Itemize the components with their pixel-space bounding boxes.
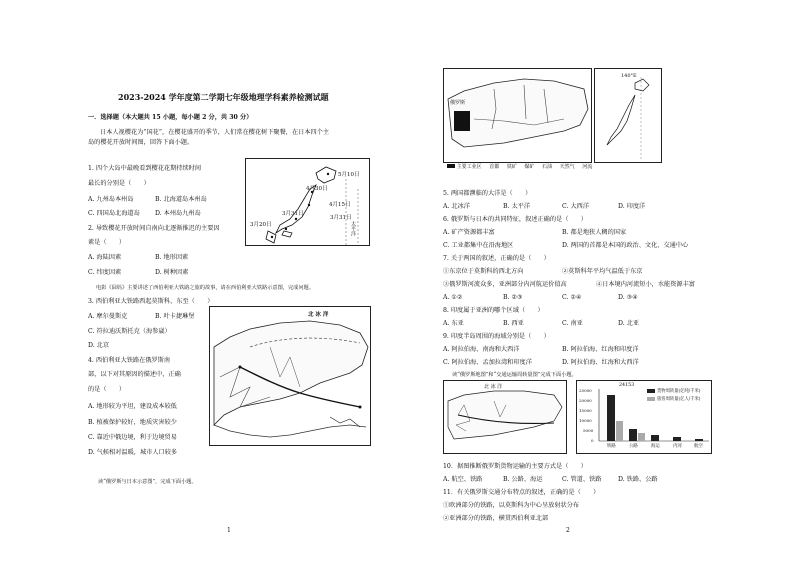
section-heading: 一．选择题（本大题共 15 小题，每小题 2 分，共 30 分） bbox=[88, 114, 253, 121]
option-c: C. 工业都集中在沿海地区 bbox=[443, 242, 514, 249]
axis-tick: 5000 bbox=[583, 428, 594, 433]
legend-swatch bbox=[447, 164, 455, 168]
chart-value: 24153 bbox=[619, 383, 635, 388]
option-a: A. 北冰洋 bbox=[443, 203, 470, 210]
axis-tick: 15000 bbox=[579, 408, 592, 413]
option-b: B. 地形因素 bbox=[155, 254, 189, 261]
date-label: 4月15日 bbox=[329, 202, 351, 208]
ocean-label: 北 冰 洋 bbox=[484, 384, 503, 390]
question-4-cont: 的是（ ） bbox=[88, 386, 126, 393]
date-label: 3月31日 bbox=[330, 215, 352, 221]
legend-item: 河流 bbox=[582, 164, 593, 170]
option-c: C. 四国岛北海道岛 bbox=[88, 210, 140, 217]
option-d: D. 印度洋 bbox=[618, 203, 646, 210]
option-c: C. 大西洋 bbox=[562, 203, 590, 210]
option-a: A. 地形较为平坦，建设成本较低 bbox=[88, 403, 177, 410]
question-5: 5. 两国都濒临的大洋是（ ） bbox=[443, 190, 532, 197]
option-a: A. 航空、铁路 bbox=[443, 476, 483, 483]
russia-map-drawing bbox=[444, 69, 591, 162]
option-c: C. 符拉迪沃斯托克（海参崴） bbox=[88, 328, 171, 335]
question-8: 8. 印度属于亚洲的哪个区域（ ） bbox=[443, 307, 544, 314]
japan-small-map bbox=[594, 68, 662, 163]
option-c: C. ②④ bbox=[562, 294, 582, 301]
option-d: D. 铁路、公路 bbox=[618, 476, 658, 483]
option-a: A. 矿产资源都丰富 bbox=[443, 229, 495, 236]
category-label: 公路 bbox=[629, 444, 638, 449]
passage-text: 电影《囧妈》主要讲述了西伯利亚大铁路之旅的故事，请在西伯利亚大铁路示意图，完成问题。 bbox=[96, 285, 314, 291]
statement: ①欧洲部分的铁路，以莫斯科为中心呈放射状分布 bbox=[443, 502, 580, 509]
page-number: 2 bbox=[566, 527, 570, 534]
legend-item: 石油 bbox=[542, 164, 553, 170]
question-7: 7. 关于两国的叙述，正确的是（ ） bbox=[443, 255, 550, 262]
question-4-cont: 部，以下对其原因的描述中，正确 bbox=[88, 371, 181, 378]
legend-item: 首都 bbox=[489, 164, 500, 170]
option-b: B. 都是地狭人稠的国家 bbox=[562, 229, 627, 236]
category-label: 铁路 bbox=[607, 444, 616, 449]
question-10: 10．据图推断俄罗斯货物运输的主要方式是（ ） bbox=[443, 463, 587, 470]
option-d: D. 阿拉伯海、红海和大西洋 bbox=[562, 359, 639, 366]
statement: ④日本境内河流短小，水能资源丰富 bbox=[596, 281, 695, 288]
statement: ①东京位于莫斯科的西北方向 bbox=[443, 268, 524, 275]
option-d: D. 树种因素 bbox=[155, 269, 189, 276]
passage-text: 读“俄罗斯与日本示意图”，完成下面小题。 bbox=[98, 479, 197, 485]
category-label: 内河 bbox=[673, 444, 682, 449]
ocean-label: 北 冰 洋 bbox=[308, 312, 329, 318]
page-title: 2023-2024 学年度第二学期七年级地理学科素养检测试题 bbox=[118, 92, 329, 102]
russia-map bbox=[443, 68, 592, 163]
option-d: D. 两国的首都是本国的政治、文化、交通中心 bbox=[562, 242, 689, 249]
option-d: D. 气候相对温暖，城市人口较多 bbox=[88, 449, 178, 456]
question-3: 3. 西伯利亚大铁路西起莫斯科，东至（ ） bbox=[88, 298, 214, 305]
question-1: 1. 四个大岛中最晚看到樱花花期持续时间 bbox=[88, 165, 202, 172]
statement: ③俄罗斯河流众多，亚洲部分内河航运价值高 bbox=[443, 281, 567, 288]
japan-map bbox=[245, 158, 370, 246]
legend-item: 天然气 bbox=[559, 164, 575, 170]
intro-text: 日本人视樱花为“国花”，在樱花盛开的季节，人们常在樱花树下聚餐，在日本四个主 bbox=[100, 129, 330, 136]
option-d: D. 北京 bbox=[88, 342, 110, 349]
legend-item: 铁矿 bbox=[506, 164, 517, 170]
longitude-label: 140°E bbox=[621, 73, 637, 79]
passage-text: 读“俄罗斯地图”和“交通运输周转量图”完成下面小题。 bbox=[452, 372, 577, 378]
option-c: C. 纬度因素 bbox=[88, 269, 122, 276]
option-c: C. 南亚 bbox=[562, 320, 583, 327]
railway-map bbox=[209, 306, 371, 446]
japan-small-drawing bbox=[595, 69, 661, 162]
option-b: B. ②③ bbox=[503, 294, 523, 301]
option-a: A. 摩尔曼斯克 bbox=[88, 313, 128, 320]
option-a: A. 东亚 bbox=[443, 320, 464, 327]
map-legend bbox=[447, 163, 592, 170]
option-b: B. 太平洋 bbox=[503, 203, 531, 210]
option-a: A. 阿拉伯海、南海和大西洋 bbox=[443, 346, 520, 353]
question-4: 4. 西伯利亚大铁路在俄罗斯南 bbox=[88, 357, 171, 364]
date-label: 4月30日 bbox=[306, 186, 328, 192]
option-b: B. 公路、海运 bbox=[503, 476, 543, 483]
statement: ②亚洲部分的铁路，横贯西伯利亚北部 bbox=[443, 515, 549, 522]
option-c: C. 管道、铁路 bbox=[562, 476, 602, 483]
question-11: 11．有关俄罗斯交通分布特点的叙述，正确的是（ ） bbox=[443, 489, 600, 496]
option-b: B. 阿拉伯海、红海和印度洋 bbox=[562, 346, 639, 353]
date-label: 3月20日 bbox=[250, 222, 272, 228]
page-number: 1 bbox=[227, 527, 231, 534]
question-1-cont: 最长的分别是（ ） bbox=[88, 180, 150, 187]
option-a: A. 海陆因素 bbox=[88, 254, 122, 261]
axis-tick: 20000 bbox=[579, 398, 592, 403]
option-b: B. 植被保护较好，地质灾害较少 bbox=[88, 419, 177, 426]
option-c: C. 靠近中俄边境，利于边境贸易 bbox=[88, 434, 177, 441]
transport-chart bbox=[576, 380, 712, 454]
axis-tick: 10000 bbox=[579, 418, 592, 423]
option-d: D. ③④ bbox=[618, 294, 638, 301]
legend-item: 煤矿 bbox=[524, 164, 535, 170]
axis-tick: 0 bbox=[591, 438, 594, 443]
ocean-label: 太平洋 bbox=[350, 221, 356, 236]
date-label: 5月10日 bbox=[338, 172, 360, 178]
russia-railway-drawing bbox=[444, 381, 566, 453]
option-a: A. 九州岛本州岛 bbox=[88, 196, 134, 203]
question-6: 6. 俄罗斯与日本的共同特征，叙述正确的是（ ） bbox=[443, 216, 587, 223]
date-label: 3月31日 bbox=[282, 211, 304, 217]
statement: ②莫斯科年平均气温低于东京 bbox=[562, 268, 643, 275]
option-a: A. ①② bbox=[443, 294, 463, 301]
intro-text: 岛的樱花开放时间图，回答下面小题。 bbox=[88, 139, 194, 146]
russia-railway-map bbox=[443, 380, 567, 454]
option-b: B. 叶卡捷琳堡 bbox=[155, 313, 195, 320]
axis-tick: 25000 bbox=[579, 388, 592, 393]
legend-item: 旅客周转量(亿人/千米) bbox=[657, 397, 701, 402]
question-2-cont: 素是（ ） bbox=[88, 239, 126, 246]
option-d: D. 北亚 bbox=[618, 320, 640, 327]
option-c: C. 阿拉伯海、孟加拉湾和印度洋 bbox=[443, 359, 532, 366]
category-label: 海运 bbox=[651, 444, 660, 449]
legend-item: 主要工业区 bbox=[456, 164, 482, 170]
question-2: 2. 导致樱花开放时间自南向北逐渐推迟的主要因 bbox=[88, 225, 220, 232]
option-b: B. 北海道岛本州岛 bbox=[155, 196, 207, 203]
legend-item: 货物周转量(亿吨/千米) bbox=[657, 389, 701, 394]
category-label: 航空 bbox=[694, 444, 703, 449]
option-d: D. 本州岛九州岛 bbox=[155, 210, 201, 217]
country-label: 俄罗斯 bbox=[450, 100, 466, 106]
option-b: B. 西亚 bbox=[503, 320, 524, 327]
railway-map-drawing bbox=[210, 307, 370, 445]
question-9: 9. 印度半岛周围的海域分别是（ ） bbox=[443, 333, 550, 340]
